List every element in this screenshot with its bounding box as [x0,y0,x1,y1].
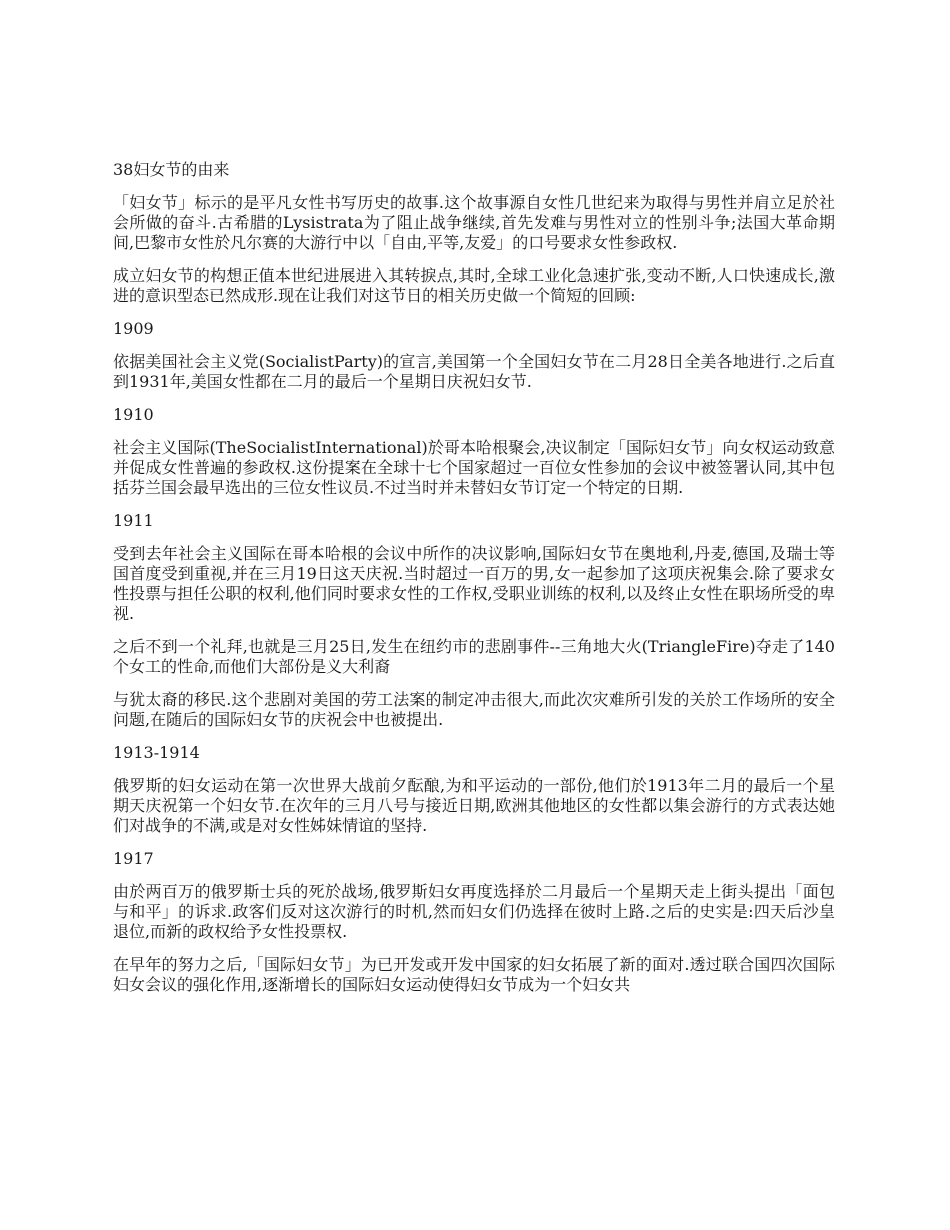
year-heading: 1913-1914 [113,743,200,762]
year-heading: 1909 [113,319,154,338]
paragraph: 社会主义国际(TheSocialistInternational)於哥本哈根聚会,决议制定「国际妇女节」向女权运动致意并促成女性普遍的参政权.这份提案在全球十七个国家超过一百位女性参加的会议中被签署认同,其中包括芬兰国会最早选出的三位女性议员.不过当时并未替妇女节订定一个特定的日期. [113,438,835,497]
paragraph: 受到去年社会主义国际在哥本哈根的会议中所作的决议影响,国际妇女节在奥地利,丹麦,德国,及瑞士等国首度受到重视,并在三月19日这天庆祝.当时超过一百万的男,女一起参加了这项庆祝集会.除了要求女性投票与担任公职的权利,他们同时要求女性的工作权,受职业训练的权利,以及终止女性在职场所受的卑视. [113,544,835,623]
year-heading: 1917 [113,849,154,868]
paragraph: 俄罗斯的妇女运动在第一次世界大战前夕酝酿,为和平运动的一部份,他们於1913年二月的最后一个星期天庆祝第一个妇女节.在次年的三月八号与接近日期,欧洲其他地区的女性都以集会游行的方式表达她们对战争的不满,或是对女性姊妹情谊的坚持. [113,776,835,835]
paragraph: 「妇女节」标示的是平凡女性书写历史的故事.这个故事源自女性几世纪来为取得与男性并肩立足於社会所做的奋斗.古希腊的Lysistrata为了阻止战争继续,首先发难与男性对立的性别斗争;法国大革命期间,巴黎市女性於凡尔赛的大游行中以「自由,平等,友爱」的口号要求女性参政权. [113,193,835,252]
document-title: 38妇女节的由来 [113,160,230,179]
paragraph: 由於两百万的俄罗斯士兵的死於战场,俄罗斯妇女再度选择於二月最后一个星期天走上街头提出「面包与和平」的诉求.政客们反对这次游行的时机,然而妇女们仍选择在彼时上路.之后的史实是:四天后沙皇退位,而新的政权给予女性投票权. [113,882,835,941]
paragraph: 在早年的努力之后,「国际妇女节」为已开发或开发中国家的妇女拓展了新的面对.透过联合国四次国际妇女会议的强化作用,逐渐增长的国际妇女运动使得妇女节成为一个妇女共 [113,955,835,994]
year-heading: 1911 [113,511,154,530]
paragraph: 与犹太裔的移民.这个悲剧对美国的劳工法案的制定冲击很大,而此次灾难所引发的关於工作场所的安全问题,在随后的国际妇女节的庆祝会中也被提出. [113,690,835,729]
paragraph: 之后不到一个礼拜,也就是三月25日,发生在纽约市的悲剧事件--三角地大火(TriangleFire)夺走了140个女工的性命,而他们大部份是义大利裔 [113,637,835,676]
year-heading: 1910 [113,405,154,424]
document-page [113,160,835,1008]
paragraph: 依据美国社会主义党(SocialistParty)的宣言,美国第一个全国妇女节在二月28日全美各地进行.之后直到1931年,美国女性都在二月的最后一个星期日庆祝妇女节. [113,352,835,391]
paragraph: 成立妇女节的构想正值本世纪进展进入其转捩点,其时,全球工业化急速扩张,变动不断,人口快速成长,激进的意识型态已然成形.现在让我们对这节日的相关历史做一个简短的回顾: [113,266,835,305]
